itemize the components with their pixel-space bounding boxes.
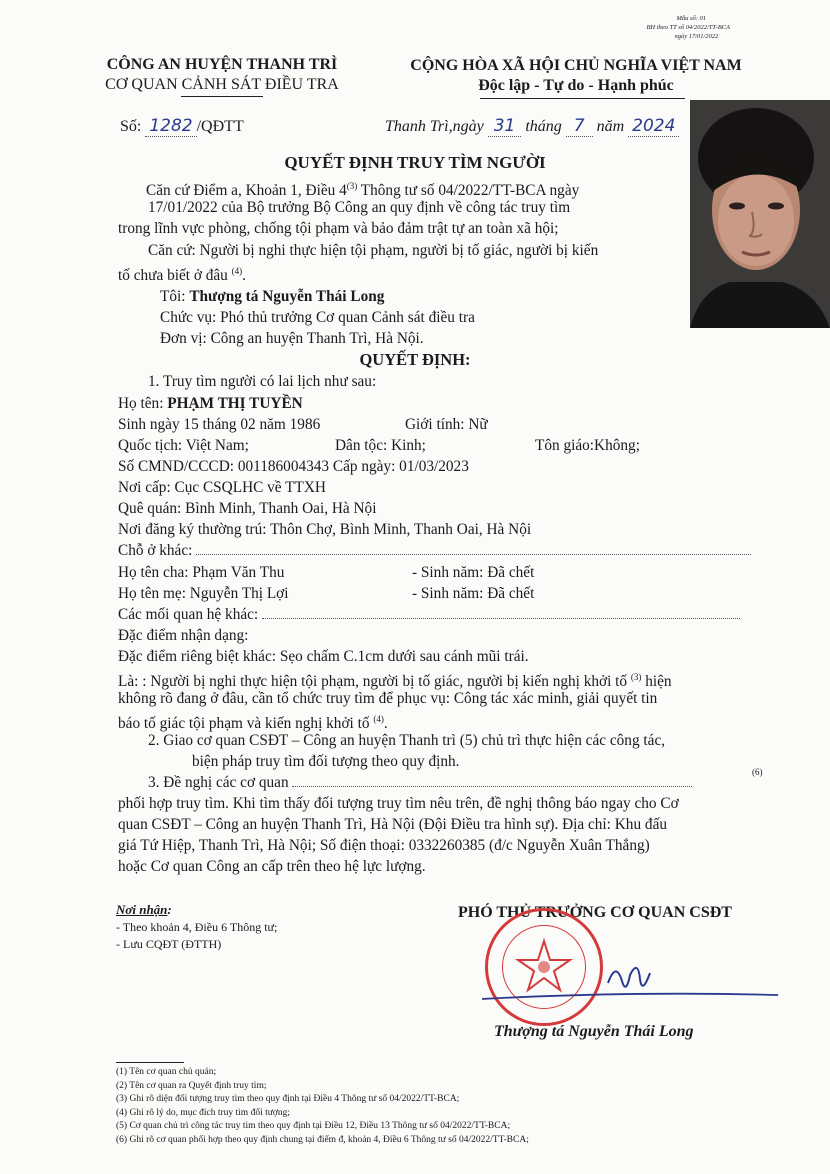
status-sup-3: (4): [373, 714, 384, 724]
item-3-line-5: hoặc Cơ quan Công an cấp trên theo hệ lực lượng.: [118, 858, 426, 875]
form-tag-line-3: ngày 17/01/2022: [674, 33, 719, 40]
form-tag-line-1: Mẫu số: 01: [676, 15, 707, 22]
person-issued-by: Nơi cấp: Cục CSQLHC về TTXH: [118, 479, 326, 496]
date-year-label: năm: [596, 118, 625, 135]
status-line-2: không rõ đang ở đâu, cần tổ chức truy tìm để phục vụ: Công tác xác minh, giải quyết tin: [118, 690, 658, 707]
status-sup-1: (3): [630, 672, 642, 682]
other-address-label: Chỗ ở khác:: [118, 542, 193, 559]
basis-line-2: 17/01/2022 của Bộ trưởng Bộ Công an quy định về công tác truy tìm: [148, 199, 571, 216]
status-text-3: báo tố giác tội phạm và kiến nghị khởi tố: [118, 715, 370, 733]
agency-underline: [181, 96, 263, 97]
basis-sup-5: (4): [231, 266, 243, 276]
footnote-1: (1) Tên cơ quan chủ quản;: [116, 1067, 217, 1077]
signer-intro-name: Thượng tá Nguyễn Thái Long: [189, 288, 385, 305]
item-3-dots: [292, 774, 692, 787]
date-year: 2024: [628, 116, 679, 137]
number-prefix: Số:: [120, 118, 142, 135]
relations-label: Các mối quan hệ khác:: [118, 606, 259, 623]
decision-number: [120, 116, 244, 136]
motto-underline: [480, 98, 685, 99]
person-father: Họ tên cha: Phạm Văn Thu: [118, 564, 285, 581]
document-title: QUYẾT ĐỊNH TRUY TÌM NGƯỜI: [284, 153, 546, 172]
footnote-2: (2) Tên cơ quan ra Quyết định truy tìm;: [116, 1080, 267, 1091]
item-2-line-2: biện pháp truy tìm đối tượng theo quy định.: [192, 753, 460, 770]
agency-header: [88, 55, 356, 97]
person-residence: Nơi đăng ký thường trú: Thôn Chợ, Bình Minh, Thanh Oai, Hà Nội: [118, 521, 532, 538]
signer-intro-label: Tôi:: [160, 288, 190, 305]
recipient-1: - Theo khoản 4, Điều 6 Thông tư;: [116, 920, 278, 934]
recipients-label-colon: :: [167, 902, 172, 917]
signer-intro: [160, 286, 384, 307]
person-ethnicity: Dân tộc: Kinh;: [335, 437, 426, 454]
item-3-text-1: 3. Đề nghị các cơ quan: [148, 774, 289, 791]
item-2-line-1: 2. Giao cơ quan CSĐT – Công an huyện Thanh trì (5) chủ trì thực hiện các công tác,: [148, 732, 666, 749]
person-relations: [118, 604, 740, 625]
date-month: 7: [566, 116, 593, 137]
republic-motto: Độc lập - Tự do - Hạnh phúc: [478, 77, 674, 94]
person-name-label: Họ tên:: [118, 395, 168, 412]
person-father-birth: - Sinh năm: Đã chết: [412, 564, 535, 581]
form-number-tag: [646, 14, 730, 41]
status-text-1: Là: : Người bị nghi thực hiện tội phạm, người bị tố giác, người bị kiến nghị khởi tố: [118, 673, 628, 691]
basis-text-1b: Thông tư số 04/2022/TT-BCA ngày: [357, 182, 580, 200]
basis-text-1: Căn cứ Điểm a, Khoản 1, Điều 4: [146, 182, 347, 200]
person-features: Đặc điểm nhận dạng:: [118, 627, 249, 644]
basis-line-3: trong lĩnh vực phòng, chống tội phạm và bảo đảm trật tự an toàn xã hội;: [118, 220, 559, 237]
date-month-label: tháng: [525, 118, 562, 135]
other-address-dots: [196, 542, 751, 555]
person-name: [118, 393, 303, 414]
basis-text-5b: .: [242, 267, 246, 285]
recipients-label: [116, 902, 172, 918]
person-religion: Tôn giáo:Không;: [535, 437, 640, 454]
signer-unit: Đơn vị: Công an huyện Thanh Trì, Hà Nội.: [160, 330, 424, 347]
person-name-value: PHẠM THỊ TUYỀN: [167, 395, 303, 412]
item-3-line-4: giá Tứ Hiệp, Thanh Trì, Hà Nội; Số điện thoại: 0332260385 (đ/c Nguyễn Xuân Thắng): [118, 837, 650, 854]
footnote-6: (6) Ghi rõ cơ quan phối hợp theo quy định chung tại điểm đ, khoản 4, Điều 6 Thông tư số 04/2022/TT-BCA;: [116, 1134, 529, 1145]
portrait-image: [690, 100, 830, 328]
basis-line-4: Căn cứ: Người bị nghi thực hiện tội phạm, người bị tố giác, người bị kiến: [148, 242, 599, 259]
item-3-line-3: quan CSĐT – Công an huyện Thanh Trì, Hà Nội (Đội Điều tra hình sự). Địa chỉ: Khu đấu: [118, 816, 668, 833]
recipients-label-text: Nơi nhận: [116, 902, 168, 917]
agency-line-2: CƠ QUAN CẢNH SÁT ĐIỀU TRA: [105, 76, 339, 93]
number-value: 1282: [145, 116, 196, 137]
footnotes: [116, 1066, 529, 1147]
item-3-line-2: phối hợp truy tìm. Khi tìm thấy đối tượng truy tìm nêu trên, đề nghị thông báo ngay cho Cơ: [118, 795, 679, 812]
person-gender: Giới tính: Nữ: [405, 416, 488, 433]
basis-text-5: tố chưa biết ở đâu: [118, 267, 228, 285]
handwritten-signature: [480, 955, 780, 1015]
item-3-ref: (6): [752, 767, 763, 777]
recipient-2: - Lưu CQĐT (ĐTTH): [116, 937, 222, 951]
date-place: Thanh Trì,ngày: [385, 118, 484, 135]
signature-name: Thượng tá Nguyễn Thái Long: [494, 1023, 694, 1040]
decision-heading: QUYẾT ĐỊNH:: [359, 350, 471, 369]
footnote-3: (3) Ghi rõ diện đối tượng truy tìm theo quy định tại Điều 4 Thông tư số 04/2022/TT-BCA;: [116, 1094, 460, 1104]
footnote-4: (4) Ghi rõ lý do, mục đích truy tìm đối tượng;: [116, 1107, 291, 1118]
person-mother: Họ tên mẹ: Nguyễn Thị Lợi: [118, 585, 289, 602]
signer-position: Chức vụ: Phó thủ trưởng Cơ quan Cảnh sát điều tra: [160, 309, 475, 326]
footnote-rule: [116, 1062, 184, 1063]
decision-date: [385, 116, 679, 136]
signature-title: PHÓ THỦ TRƯỞNG CƠ QUAN CSĐT: [458, 904, 732, 921]
relations-dots: [262, 606, 740, 619]
suspect-photo: [690, 100, 830, 328]
basis-line-5: [118, 261, 246, 286]
republic-header: [390, 56, 762, 99]
item-3-line-1: [148, 772, 692, 793]
item-1-heading: 1. Truy tìm người có lai lịch như sau:: [148, 373, 377, 390]
person-hometown: Quê quán: Bình Minh, Thanh Oai, Hà Nội: [118, 500, 377, 517]
number-suffix: /QĐTT: [196, 118, 244, 135]
republic-line-1: CỘNG HÒA XÃ HỘI CHỦ NGHĨA VIỆT NAM: [410, 57, 742, 74]
footnote-5: (5) Cơ quan chủ trì công tác truy tìm theo quy định tại Điều 12, Điều 13 Thông tư số 04/2022/TT-BCA;: [116, 1121, 511, 1131]
status-text-3b: .: [383, 715, 388, 733]
person-mother-birth: - Sinh năm: Đã chết: [412, 585, 535, 602]
date-day: 31: [488, 116, 522, 137]
basis-sup-1: (3): [346, 181, 358, 191]
agency-line-1: CÔNG AN HUYỆN THANH TRÌ: [106, 56, 338, 73]
person-special-features: Đặc điểm riêng biệt khác: Sẹo chấm C.1cm dưới sau cánh mũi trái.: [118, 648, 529, 665]
person-dob: Sinh ngày 15 tháng 02 năm 1986: [118, 416, 321, 433]
form-tag-line-2: BH theo TT số 04/2022/TT-BCA: [646, 24, 730, 31]
person-other-address: [118, 540, 751, 561]
person-id-card: Số CMND/CCCD: 001186004343 Cấp ngày: 01/03/2023: [118, 458, 469, 475]
person-nationality: Quốc tịch: Việt Nam;: [118, 437, 249, 454]
status-text-1b: hiện: [641, 673, 672, 691]
